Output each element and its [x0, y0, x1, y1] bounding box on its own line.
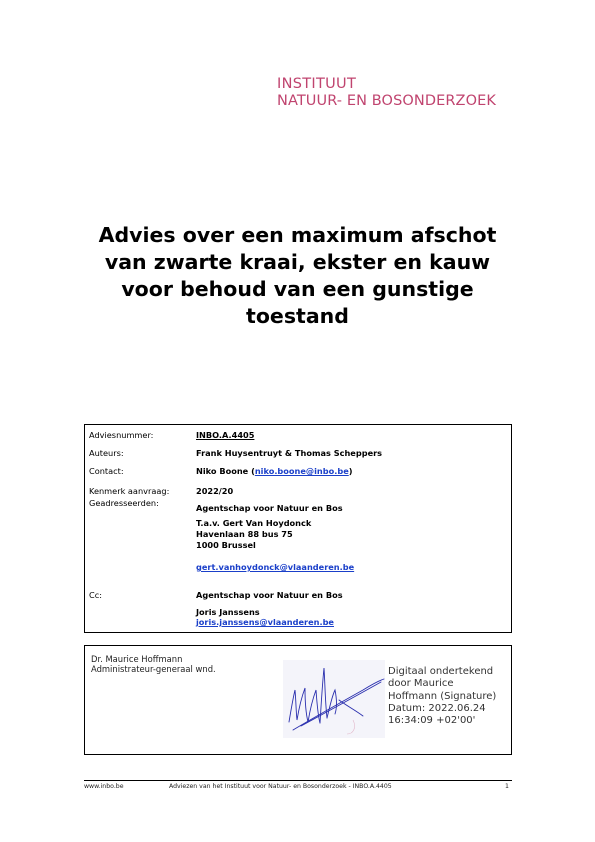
geadresseerden-org: Agentschap voor Natuur en Bos [196, 503, 343, 513]
footer-page-number: 1 [505, 783, 509, 790]
contact-name: Niko Boone ( [196, 466, 255, 476]
signatory [91, 654, 216, 674]
title-line: van zwarte kraai, ekster en kauw [104, 250, 491, 274]
geadresseerden-label: Geadresseerden: [89, 498, 159, 508]
document-title [60, 222, 535, 330]
logo-line-2: NATUUR- EN BOSONDERZOEK [277, 93, 496, 109]
contact-value [196, 466, 353, 476]
contact-label: Contact: [89, 466, 124, 476]
auteurs-label: Auteurs: [89, 448, 124, 458]
contact-email-link[interactable]: niko.boone@inbo.be [254, 466, 349, 476]
footer-center: Adviezen van het Instituut voor Natuur- en Bosonderzoek - INBO.A.4405 [169, 783, 392, 790]
geadresseerden-city: 1000 Brussel [196, 540, 256, 550]
cc-email [196, 617, 334, 627]
signature-box [84, 645, 512, 755]
geadresseerden-tav: T.a.v. Gert Van Hoydonck [196, 518, 312, 528]
title-line: voor behoud van een gunstige [121, 277, 474, 301]
kenmerk-value: 2022/20 [196, 486, 234, 496]
kenmerk-label: Kenmerk aanvraag: [89, 486, 170, 496]
logo-line-1: INSTITUUT [277, 76, 357, 92]
geadresseerden-email-link[interactable]: gert.vanhoydonck@vlaanderen.be [196, 562, 355, 572]
cc-label: Cc: [89, 590, 102, 600]
title-line: toestand [246, 304, 349, 328]
footer-website: www.inbo.be [84, 783, 124, 790]
cc-name: Joris Janssens [196, 607, 260, 617]
footer-divider [84, 780, 512, 781]
digital-line: Digitaal ondertekend [388, 666, 494, 677]
contact-close: ) [348, 466, 353, 476]
signatory-role: Administrateur-generaal wnd. [91, 664, 216, 674]
digital-line: door Maurice [388, 678, 454, 690]
geadresseerden-street: Havenlaan 88 bus 75 [196, 529, 293, 539]
title-line: Advies over een maximum afschot [98, 223, 497, 247]
digital-line: Hoffmann (Signature) [388, 690, 497, 702]
inbo-logo [277, 76, 496, 110]
digital-line: Datum: 2022.06.24 [388, 702, 486, 714]
signatory-name: Dr. Maurice Hoffmann [91, 654, 183, 664]
geadresseerden-email [196, 562, 354, 572]
digital-signature-text [388, 666, 508, 727]
adviesnummer-label: Adviesnummer: [89, 430, 154, 440]
handwritten-signature [283, 660, 385, 738]
cc-org: Agentschap voor Natuur en Bos [196, 590, 343, 600]
advice-info-box [84, 424, 512, 633]
adviesnummer-value: INBO.A.4405 [196, 430, 255, 440]
cc-email-link[interactable]: joris.janssens@vlaanderen.be [196, 617, 334, 627]
auteurs-value: Frank Huysentruyt & Thomas Scheppers [196, 448, 383, 458]
digital-line: 16:34:09 +02'00' [388, 715, 476, 727]
